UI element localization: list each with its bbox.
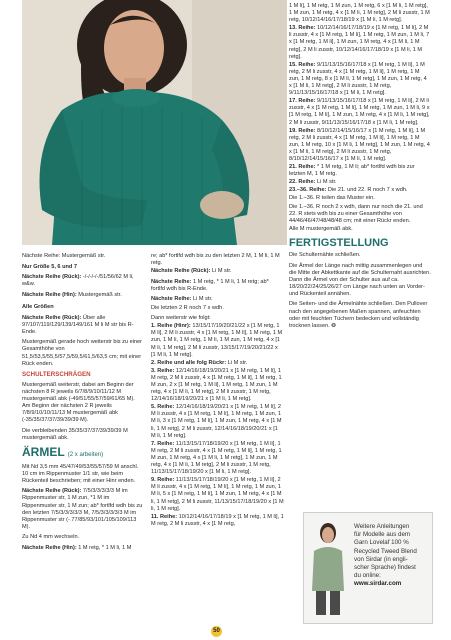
paragraph: Die Seiten- und die Ärmelnähte schließen. Den Pullover nach den angegebenen Maßen spannen, anfeuchten oder mit feuchten Tüchern bedecken und vollständig trocknen lassen. ❂ <box>289 301 428 329</box>
promo-box <box>303 512 433 624</box>
paragraph: Nächste Reihe: Mustergemäß str. <box>22 253 106 259</box>
paragraph: Nächste Reihe: Li M str. <box>151 296 213 303</box>
row-instruction: 23.–36. Reihe: Die 21. und 22. R noch 7 x wdh. <box>289 187 408 194</box>
row-instruction: 9. Reihe: 11/13/15/17/18/19/20 x [1 M retg, 1 M li], 2 M li zusstr, 4 x [1 M retg, 1 M li], 1 M retg, 1 M zun, 1 M li, 5 x [1 M retg, 1 M li], 1 M zun, 1 M retg, 4 x [1 M li, 1 M retg], 2 M li zusstr, 11/13/15/17/18/19/20 x [1 M li, 1 M retg]. <box>151 477 284 512</box>
section-heading-shoulders: SCHULTERSCHRÄGEN <box>22 371 91 379</box>
paragraph: Mit Nd 3,5 mm 45/47/49/53/55/57/59 M anschl. 10 cm im Rippenmuster 1/1 str, wie beim Rückenteil beschrieben; mit einer Hinr enden. <box>22 463 139 484</box>
paragraph: re; ab* fortlfd wdh bis zu den letzten 2 M, 1 M li, 1 M retg. <box>151 253 280 267</box>
row-instruction: 15. Reihe: 9/11/13/15/16/17/18 x [1 M retg, 1 M li], 1 M retg, 2 M li zusstr, 4 x [1 M retg, 1 M li], 1 M retg, 1 M zun, 1 M retg, 8 x [1 M li, 1 M retg], 1 M zun, 1 M retg, 4 x [1 M li, 1 M retg], 2 M li zusstr, 1 M retg, 9/11/13/15/16/17/18 x [1 M li, 1 M retg]. <box>289 61 427 97</box>
paragraph: Nächste Reihe: 1 M retg, * 1 M li, 1 M retg; ab* fortlfd wdh bis R-Ende. <box>151 278 269 292</box>
column-2 <box>151 253 284 531</box>
row-instruction: 3. Reihe: 12/14/16/18/19/20/21 x [1 M retg, 1 M li], 1 M retg, 2 M li zusstr, 4 x [1 M retg, 1 M li], 1 M retg, 1 M zun, 2 x [1 M retg, 1 M li], 1 M retg, 1 M zun, 1 M retg, 4 x [1 M li, 1 M retg], 2 M li zusstr, 1 M retg, 12/14/16/18/19/20/21 x [1 M li, 1 M retg]. <box>151 367 282 403</box>
paragraph: Die Ärmel der Länge nach mittig zusammenlegen und die Mitte der Abkettkante auf die Schulternaht ausrichten. Dann die Ärmel von der Schulter aus auf ca. 18/20/22/24/25/26/27 cm Länge nach unten an Vorder- und Rückenteil annähen. <box>289 262 431 297</box>
row-instruction: 21. Reihe: * 1 M retg, 1 M li; ab* fortlfd wdh bis zur letzten M, 1 M retg. <box>289 164 415 178</box>
column-1 <box>22 253 143 556</box>
paragraph: 1 M li], 1 M retg, 1 M zun, 1 M retg, 6 x [1 M li, 1 M retg], 1 M zun, 1 M retg, 4 x [1 M li, 1 M retg], 2 M li zusstr, 1 M retg, 10/12/14/16/17/18/19 x [1 M li, 1 M retg]. <box>289 3 430 24</box>
promo-url-link[interactable]: www.sirdar.com <box>354 580 402 588</box>
subheading: Nur Größe 5, 6 und 7 <box>22 263 78 270</box>
column-3 <box>289 3 431 333</box>
paragraph: Dann weiterstr wie folgt: <box>151 315 211 322</box>
row-instruction: 11. Reihe: 10/12/14/16/17/18/19 x [1 M retg, 1 M li], 1 M retg, 2 M li zusstr, 4 x [1 M retg, <box>151 513 284 527</box>
row-instruction: 22. Reihe: Li M str. <box>289 179 337 186</box>
paragraph: Nächste Reihe (Rück): Über alle 97/107/119/129/139/149/161 M li M str bis R-Ende. <box>22 314 134 335</box>
paragraph: Die 1.–36. R teilen das Muster ein. <box>289 195 375 202</box>
row-instruction: 13. Reihe: 10/12/14/16/17/18/19 x [1 M retg, 1 M li], 2 M li zusstr, 4 x [1 M retg, 1 M li], 1 M retg, 1 M zun, 1 M li, 7 x [1 M retg, 1 M li], 1 M zun, 1 M retg, 4 x [1 M li, 1 M retg], 2 M li zusstr, 10/12/14/16/17/18/19 x [1 M li, 1 M retg]. <box>289 25 430 60</box>
promo-model-image <box>308 521 348 616</box>
model-photo <box>22 0 287 245</box>
row-instruction: 19. Reihe: 8/10/12/14/15/16/17 x [1 M retg, 1 M li], 1 M retg, 2 M li zusstr, 4 x [1 M retg, 1 M li], 1 M retg, 1 M zun, 1 M retg, 10 x [1 M li, 1 M retg], 1 M zun, 1 M retg, 4 x [1 M li, 1 M retg], 2 M li zusstr, 1 M retg, 8/10/12/14/15/16/17 x [1 M li, 1 M retg]. <box>289 127 430 162</box>
paragraph: Mustergemäß gerade hoch weiterstr bis zu einer Gesamthöhe von 51,5/53,5/55,5/57,5/59,5/61,5/63,5 cm; mit einer Rück enden. <box>22 339 143 367</box>
paragraph: Die verbleibenden 35/35/37/37/39/39/39 M mustergemäß abk. <box>22 427 128 441</box>
paragraph: Nächste Reihe (Hin): Mustergemäß str. <box>22 291 122 298</box>
paragraph: Die Schulternähte schließen. <box>289 251 361 258</box>
paragraph: Mustergemäß weiterstr, dabei am Beginn der nächsten 8 R jeweils 6/7/8/9/10/11/12 M mustergemäß abk (-49/51/55/57/59/61/65 M). Am Beginn der nächsten 2 R jeweils 7/8/9/10/10/11/13 M mustergemäß abk (-35/35/37/37/39/39/39 M). <box>22 381 135 424</box>
paragraph: Nächste Reihe (Hin): 1 M retg, * 1 M li, 1 M <box>22 545 132 551</box>
subheading: Alle Größen <box>22 303 54 310</box>
paragraph: Nächste Reihe (Rück): Li M str. <box>151 268 232 275</box>
section-title-sleeves: ÄRMEL (2 x arbeiten) <box>22 444 104 459</box>
paragraph: Zu Nd 4 mm wechseln. <box>22 534 80 541</box>
row-instruction: 17. Reihe: 9/11/13/15/16/17/18 x [1 M retg, 1 M li], 2 M li zusstr, 4 x [1 M retg, 1 M li], 1 M retg, 1 M zun, 1 M li, 9 x [1 M retg, 1 M li], 1 M zun, 1 M retg, 4 x [1 M li, 1 M retg], 2 M li zusstr, 9/11/13/15/16/17/18 x [1 M li, 1 M retg]. <box>289 98 430 126</box>
section-title-finishing: FERTIGSTELLUNG <box>289 236 389 249</box>
model-photo-illustration <box>22 0 287 245</box>
paragraph: Nächste Reihe (Rück): -/-/-/-/-/51/56/62 M li, w&w. <box>22 274 134 288</box>
row-instruction: 7. Reihe: 11/13/15/17/18/19/20 x [1 M retg, 1 M li], 1 M retg, 2 M li zusstr, 4 x [1 M retg, 1 M li], 1 M retg, 1 M zun, 1 M retg, 4 x [1 M li, 1 M retg], 1 M zun, 1 M retg, 4 x [1 M li, 1 M retg], 2 M li zusstr, 1 M retg, 11/13/15/17/18/19/20 x [1 M li, 1 M retg]. <box>151 440 282 476</box>
page-number: 50 <box>211 626 222 637</box>
paragraph: Alle M mustergemäß abk. <box>289 225 353 232</box>
row-instruction: 2. Reihe und alle folg Rückr: Li M str. <box>151 359 248 366</box>
row-instruction: 5. Reihe: 12/14/16/18/19/20/21 x [1 M retg, 1 M li], 2 M li zusstr, 4 x [1 M retg, 1 M li], 1 M retg, 1 M zun, 1 M li, 3 x [1 M retg, 1 M li], 1 M zun, 1 M retg, 4 x [1 M li, 1 M retg], 2 M li zusstr, 12/14/16/18/19/20/21 x [1 M li, 1 M retg]. <box>151 404 282 439</box>
row-instruction: 1. Reihe (Hinr): 13/15/17/19/20/21/22 x [1 M retg, 1 M li], 2 M li zusstr, 4 x [1 M retg, 1 M li], 1 M retg, 1 M zun, 1 M li, 1 M retg, 1 M li, 1 M zun, 1 M retg, 4 x [1 M li, 1 M retg], 2 M li zusstr, 13/15/17/19/20/21/22 x [1 M li, 1 M retg]. <box>151 323 283 358</box>
paragraph: Die letzten 2 R noch 7 x wdh. <box>151 304 224 311</box>
paragraph: Die 1.–36. R noch 2 x wdh, dann nur noch die 21. und 22. R stets wdh bis zu einer Gesamthöhe von 44/46/46/47/48/48/48 cm; mit einer Rückr enden. <box>289 203 423 224</box>
paragraph: Nächste Reihe (Rück): 7/5/3/3/3/3/3 M im Rippenmuster str, 1 M zun, *1 M im Rippenmuster str, 1 M zun; ab* fortlfd wdh bis zu den letzten 7/5/3/3/3/3/3 M, 7/5/3/3/3/3/3 M im Rippenmuster str (- 77/85/93/101/105/109/113 M). <box>22 488 143 530</box>
promo-text: Weitere Anleitungen für Modelle aus dem Garn Lovelaf 100 % Recycled Tweed Blend von Sirdar (in engli- scher Sprache) findest du online: www.sirdar.com <box>354 523 430 589</box>
